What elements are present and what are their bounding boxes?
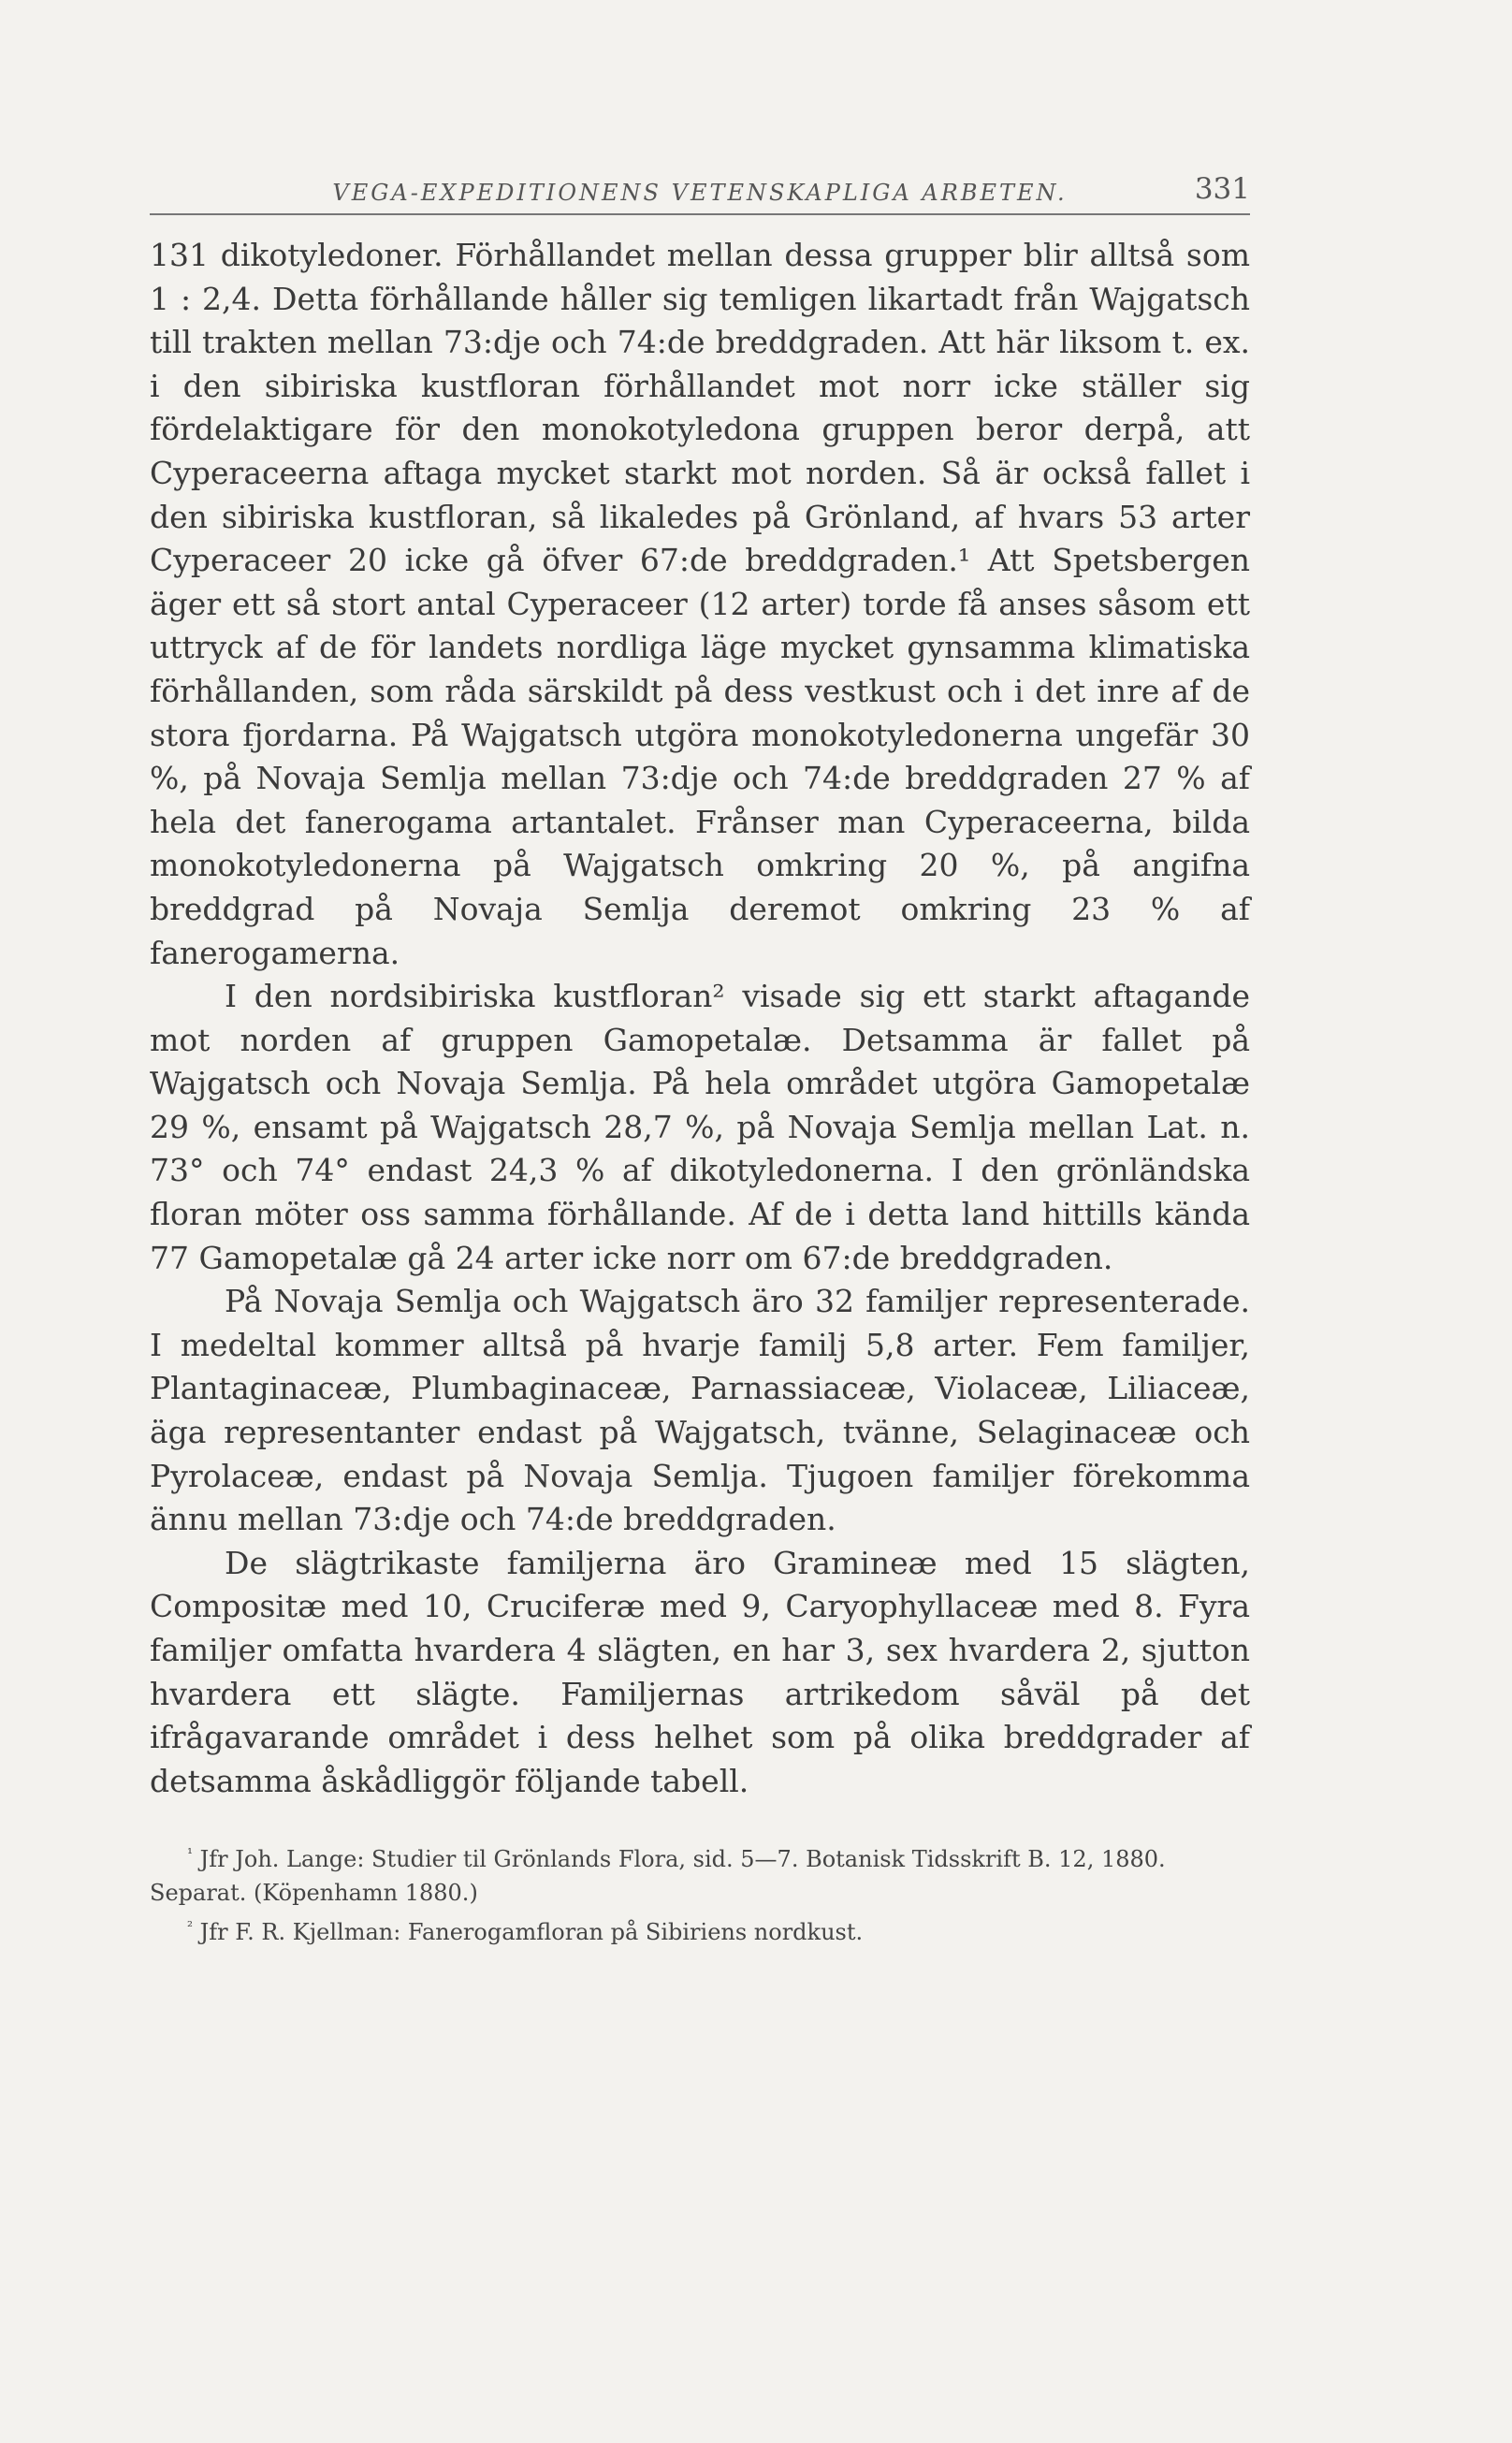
paragraph: I den nordsibiriska kustfloran² visade sig ett starkt aftagande mot norden af gruppen Gamopetalæ. Detsamma är fallet på Wajgatsch och Novaja Semlja. På hela området utgöra Gamopetalæ 29 %, ensamt på Wajgatsch 28,7 %, på Novaja Semlja mellan Lat. n. 73° och 74° endast 24,3 % af dikotyledonerna. I den grönländska floran möter oss samma förhållande. Af de i detta land hittills kända 77 Gamopetalæ gå 24 arter icke norr om 67:de breddgraden. [150,978,1250,1276]
page [150,159,1250,1949]
paragraph: På Novaja Semlja och Wajgatsch äro 32 familjer representerade. I medeltal kommer alltså på hvarje familj 5,8 arter. Fem familjer, Plantaginaceæ, Plumbaginaceæ, Parnassiaceæ, Violaceæ, Liliaceæ, äga representanter endast på Wajgatsch, tvänne, Selaginaceæ och Pyrolaceæ, endast på Novaja Semlja. Tjugoen familjer förekomma ännu mellan 73:dje och 74:de breddgraden. [150,1283,1250,1538]
paragraph: De slägtrikaste familjerna äro Gramineæ med 15 slägten, Compositæ med 10, Cruciferæ med 9, Caryophyllaceæ med 8. Fyra familjer omfatta hvardera 4 slägten, en har 3, sex hvardera 2, sjutton hvardera ett slägte. Familjernas artrikedom såväl på det ifrågavarande området i dess helhet som på olika breddgrader af detsamma åskådliggör följande tabell. [150,1544,1250,1799]
footnote [150,1910,1250,1949]
footnote-text: Jfr Joh. Lange: Studier til Grönlands Flora, sid. 5—7. Botanisk Tidsskrift B. 12, 1880. Separat. (Köpenhamn 1880.) [150,1846,1166,1907]
footnotes [150,1837,1250,1949]
body-text [150,234,1250,1803]
footnote-text: Jfr F. R. Kjellman: Fanerogamfloran på Sibiriens nordkust. [199,1919,864,1946]
page-header [150,159,1250,208]
paragraph: 131 dikotyledoner. Förhållandet mellan dessa grupper blir alltså som 1 : 2,4. Detta förhållande håller sig temligen likartadt från Wajgatsch till trakten mellan 73:dje och 74:de breddgraden. Att här liksom t. ex. i den sibiriska kustfloran förhållandet mot norr icke ställer sig fördelaktigare för den monokotyledona gruppen beror derpå, att Cyperaceerna aftaga mycket starkt mot norden. Så är också fallet i den sibiriska kustfloran, så likaledes på Grönland, af hvars 53 arter Cyperaceer 20 icke gå öfver 67:de breddgraden.¹ Att Spetsbergen äger ett så stort antal Cyperaceer (12 arter) torde få anses såsom ett uttryck af de för landets nordliga läge mycket gynsamma klimatiska förhållanden, som råda särskildt på dess vestkust och i det inre af de stora fjordarna. På Wajgatsch utgöra monokotyledonerna ungefär 30 %, på Novaja Semlja mellan 73:dje och 74:de breddgraden 27 % af hela det fanerogama artantalet. Frånser man Cyperaceerna, bilda monokotyledonerna på Wajgatsch omkring 20 %, på angifna breddgrad på Novaja Semlja deremot omkring 23 % af fanerogamerna. [150,237,1250,971]
running-title: VEGA-EXPEDITIONENS VETENSKAPLIGA ARBETEN. [332,180,1068,206]
footnote-marker: ² [187,1918,194,1936]
header-rule [150,213,1250,215]
page-number: 331 [1194,172,1250,206]
footnote-marker: ¹ [187,1845,194,1863]
footnote [150,1837,1250,1910]
